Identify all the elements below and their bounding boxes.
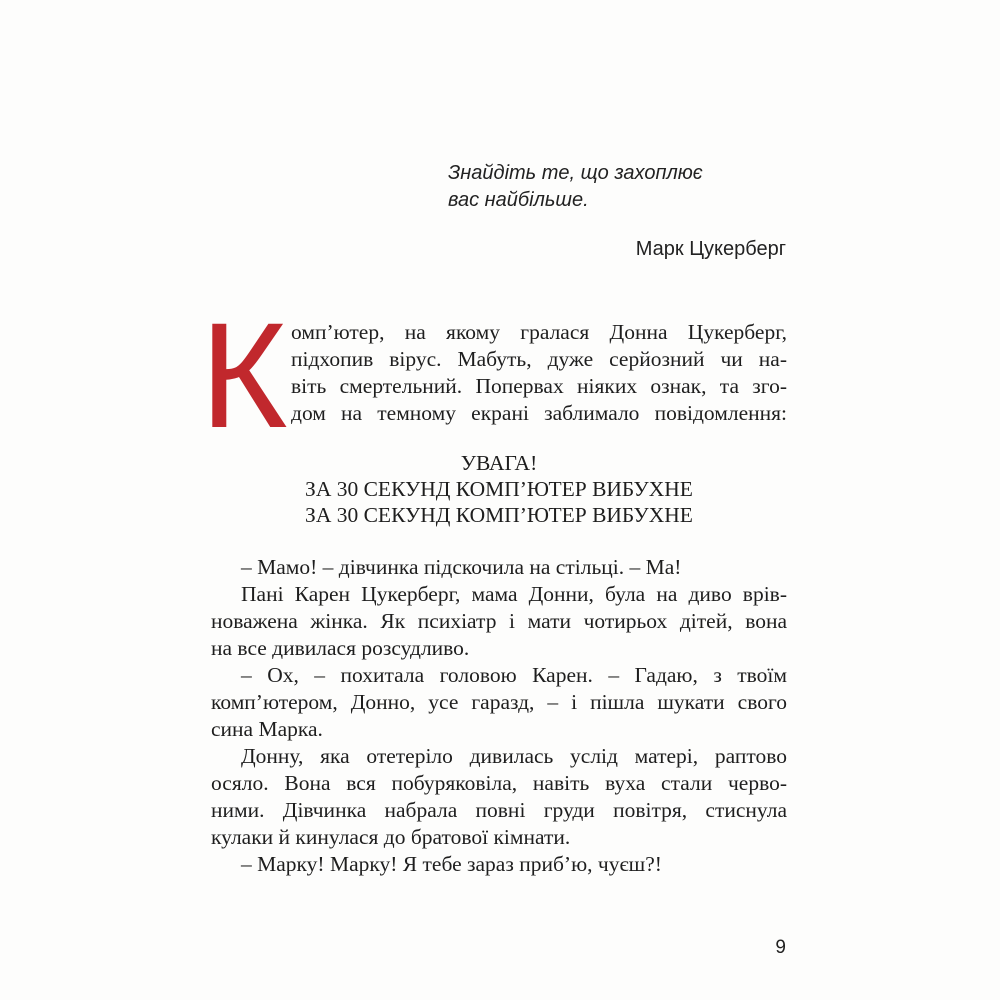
epigraph-author: Марк Цукерберг <box>635 238 786 260</box>
body-line: сина Марка. <box>211 717 323 741</box>
epigraph-line: вас найбільше. <box>448 189 589 211</box>
opening-line: дом на темному екрані заблимало повідомлення: <box>291 401 787 425</box>
body-line: комп’ютером, Донно, усе гаразд, – і пішла шукати свого <box>211 690 787 714</box>
warning-line: ЗА 30 СЕКУНД КОМП’ЮТЕР ВИБУХНЕ <box>305 503 693 527</box>
body-line: – Марку! Марку! Я тебе зараз приб’ю, чуєш?! <box>241 852 662 876</box>
body-line: Донну, яка отетеріло дивилась услід матері, раптово <box>241 744 787 768</box>
body-line: ними. Дівчинка набрала повні груди повітря, стиснула <box>211 798 787 822</box>
opening-line: віть смертельний. Поперваx ніяких ознак, та зго- <box>291 374 787 398</box>
page-number: 9 <box>775 937 786 958</box>
body-line: кулаки й кинулася до братової кімнати. <box>211 825 571 849</box>
drop-cap-letter: К <box>200 291 284 459</box>
opening-line: підхопив вірус. Мабуть, дуже серйозний чи на- <box>291 347 787 371</box>
warning-line: УВАГА! <box>460 451 538 475</box>
body-line: – Мамо! – дівчинка підскочила на стільці. – Ма! <box>241 555 682 579</box>
warning-line: ЗА 30 СЕКУНД КОМП’ЮТЕР ВИБУХНЕ <box>305 477 693 501</box>
body-line: осяло. Вона вся побуряковіла, навіть вуха стали черво- <box>211 771 787 795</box>
body-line: – Ох, – похитала головою Карен. – Гадаю, з твоїм <box>241 663 787 687</box>
body-line: Пані Карен Цукерберг, мама Донни, була на диво врів- <box>241 582 787 606</box>
epigraph-line: Знайдіть те, що захоплює <box>448 162 703 184</box>
body-line: на все дивилася розсудливо. <box>211 636 470 660</box>
epigraph-quote <box>448 160 788 214</box>
opening-line: омп’ютер, на якому гралася Донна Цукерберг, <box>291 320 787 344</box>
body-line: новажена жінка. Як психіатр і мати чотирьох дітей, вона <box>211 609 787 633</box>
